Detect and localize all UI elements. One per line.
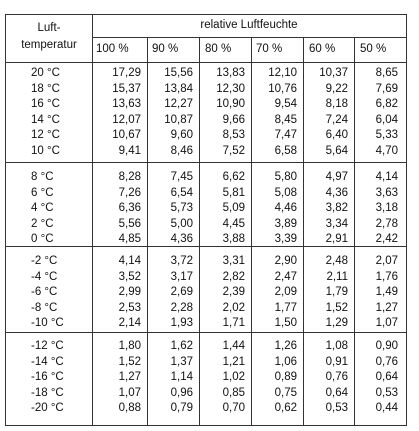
humidity-value-cell: 3,63 <box>375 186 398 199</box>
humidity-value-cell: 2,28 <box>170 301 193 314</box>
humidity-value-cell: 9,41 <box>118 145 141 157</box>
humidity-value-cell: 4,45 <box>222 217 245 230</box>
humidity-value-cell: 8,18 <box>325 98 348 111</box>
humidity-value-cell: 10,90 <box>216 98 245 111</box>
humidity-value-cell: 5,81 <box>222 186 245 199</box>
humidity-value-cell: 0,88 <box>118 402 141 415</box>
humidity-value-cell: 4,85 <box>118 233 141 246</box>
humidity-value-cell: 1,08 <box>325 340 348 352</box>
humidity-value-cell: 1,06 <box>274 355 297 368</box>
humidity-value-cell: 1,37 <box>170 355 193 368</box>
humidity-value-cell: 3,82 <box>325 202 348 215</box>
temperature-cell: -20 °C <box>31 402 64 415</box>
percent-header-100: 100 % <box>96 43 129 55</box>
column-divider <box>354 37 355 425</box>
humidity-value-cell: 0,79 <box>170 402 193 415</box>
humidity-value-cell: 2,42 <box>375 233 398 246</box>
humidity-value-cell: 5,80 <box>274 171 297 183</box>
humidity-value-cell: 0,53 <box>325 402 348 415</box>
temperature-cell: 18 °C <box>31 82 60 95</box>
percent-header-90: 90 % <box>152 43 179 55</box>
percent-header-80: 80 % <box>205 43 232 55</box>
temperature-cell: 6 °C <box>31 186 54 199</box>
humidity-value-cell: 2,78 <box>375 217 398 230</box>
humidity-value-cell: 1,52 <box>118 355 141 368</box>
humidity-value-cell: 8,45 <box>274 113 297 126</box>
humidity-value-cell: 2,53 <box>118 301 141 314</box>
temperature-cell: -18 °C <box>31 386 64 399</box>
humidity-value-cell: 0,85 <box>222 386 245 399</box>
humidity-value-cell: 6,54 <box>170 186 193 199</box>
humidity-value-cell: 9,22 <box>325 82 348 95</box>
humidity-table <box>5 14 407 426</box>
humidity-value-cell: 7,45 <box>170 171 193 183</box>
temperature-cell: 14 °C <box>31 113 60 126</box>
humidity-value-cell: 1,52 <box>325 301 348 314</box>
column-divider <box>251 37 252 425</box>
humidity-value-cell: 5,08 <box>274 186 297 199</box>
humidity-value-cell: 13,84 <box>164 82 193 95</box>
humidity-value-cell: 0,76 <box>375 355 398 368</box>
temperature-cell: -10 °C <box>31 317 64 330</box>
humidity-value-cell: 2,91 <box>325 233 348 246</box>
humidity-value-cell: 3,88 <box>222 233 245 246</box>
humidity-value-cell: 0,75 <box>274 386 297 399</box>
humidity-value-cell: 2,14 <box>118 317 141 330</box>
temperature-cell: -14 °C <box>31 355 64 368</box>
humidity-value-cell: 13,63 <box>112 98 141 111</box>
humidity-value-cell: 1,14 <box>170 371 193 384</box>
temperature-cell: -4 °C <box>31 270 58 283</box>
humidity-value-cell: 15,56 <box>164 67 193 79</box>
humidity-value-cell: 2,69 <box>170 286 193 299</box>
humidity-value-cell: 1,76 <box>375 270 398 283</box>
temperature-cell: -12 °C <box>31 340 64 352</box>
humidity-value-cell: 4,46 <box>274 202 297 215</box>
humidity-value-cell: 5,00 <box>170 217 193 230</box>
group-divider <box>6 332 406 333</box>
temperature-header-line1: Luft- <box>37 22 61 34</box>
humidity-value-cell: 10,76 <box>268 82 297 95</box>
humidity-value-cell: 12,30 <box>216 82 245 95</box>
humidity-value-cell: 0,91 <box>325 355 348 368</box>
humidity-value-cell: 3,89 <box>274 217 297 230</box>
temperature-cell: -16 °C <box>31 371 64 384</box>
humidity-value-cell: 1,29 <box>325 317 348 330</box>
temperature-header <box>6 20 92 54</box>
humidity-value-cell: 7,69 <box>375 82 398 95</box>
humidity-value-cell: 5,56 <box>118 217 141 230</box>
temperature-cell: 16 °C <box>31 98 60 111</box>
humidity-value-cell: 4,14 <box>118 255 141 267</box>
humidity-value-cell: 4,36 <box>325 186 348 199</box>
humidity-value-cell: 4,70 <box>375 145 398 157</box>
header-bottom-divider <box>6 62 406 63</box>
humidity-value-cell: 6,40 <box>325 129 348 142</box>
humidity-value-cell: 2,99 <box>118 286 141 299</box>
humidity-value-cell: 6,58 <box>274 145 297 157</box>
humidity-value-cell: 3,31 <box>222 255 245 267</box>
humidity-value-cell: 12,10 <box>268 67 297 79</box>
humidity-value-cell: 5,73 <box>170 202 193 215</box>
humidity-value-cell: 1,26 <box>274 340 297 352</box>
humidity-value-cell: 1,07 <box>118 386 141 399</box>
column-divider <box>92 15 93 425</box>
humidity-value-cell: 1,07 <box>375 317 398 330</box>
humidity-value-cell: 3,18 <box>375 202 398 215</box>
humidity-value-cell: 0,89 <box>274 371 297 384</box>
temperature-cell: 0 °C <box>31 233 54 246</box>
temperature-cell: 20 °C <box>31 67 60 79</box>
percent-header-60: 60 % <box>309 43 336 55</box>
humidity-value-cell: 4,97 <box>325 171 348 183</box>
humidity-value-cell: 8,65 <box>375 67 398 79</box>
humidity-value-cell: 3,34 <box>325 217 348 230</box>
humidity-value-cell: 2,90 <box>274 255 297 267</box>
humidity-value-cell: 0,90 <box>375 340 398 352</box>
humidity-header: relative Luftfeuchte <box>200 19 298 31</box>
column-divider <box>303 37 304 425</box>
humidity-value-cell: 0,53 <box>375 386 398 399</box>
humidity-value-cell: 4,14 <box>375 171 398 183</box>
humidity-value-cell: 17,29 <box>112 67 141 79</box>
humidity-value-cell: 6,62 <box>222 171 245 183</box>
humidity-value-cell: 1,62 <box>170 340 193 352</box>
humidity-value-cell: 4,36 <box>170 233 193 246</box>
humidity-value-cell: 2,07 <box>375 255 398 267</box>
header-divider <box>92 37 406 38</box>
humidity-value-cell: 9,54 <box>274 98 297 111</box>
humidity-value-cell: 0,64 <box>325 386 348 399</box>
humidity-value-cell: 1,27 <box>375 301 398 314</box>
humidity-value-cell: 9,66 <box>222 113 245 126</box>
temperature-cell: -6 °C <box>31 286 58 299</box>
humidity-value-cell: 3,72 <box>170 255 193 267</box>
humidity-value-cell: 10,87 <box>164 113 193 126</box>
humidity-value-cell: 1,44 <box>222 340 245 352</box>
temperature-cell: -2 °C <box>31 255 58 267</box>
humidity-value-cell: 0,70 <box>222 402 245 415</box>
humidity-value-cell: 2,39 <box>222 286 245 299</box>
humidity-value-cell: 1,79 <box>325 286 348 299</box>
humidity-value-cell: 7,47 <box>274 129 297 142</box>
temperature-cell: 2 °C <box>31 217 54 230</box>
humidity-value-cell: 7,52 <box>222 145 245 157</box>
humidity-value-cell: 0,64 <box>375 371 398 384</box>
humidity-value-cell: 6,82 <box>375 98 398 111</box>
humidity-value-cell: 3,17 <box>170 270 193 283</box>
humidity-value-cell: 3,39 <box>274 233 297 246</box>
humidity-value-cell: 8,46 <box>170 145 193 157</box>
humidity-value-cell: 1,80 <box>118 340 141 352</box>
humidity-value-cell: 2,11 <box>326 270 348 283</box>
humidity-value-cell: 13,83 <box>216 67 245 79</box>
temperature-cell: 10 °C <box>31 145 60 157</box>
humidity-value-cell: 1,77 <box>274 301 297 314</box>
humidity-value-cell: 8,53 <box>222 129 245 142</box>
humidity-value-cell: 5,33 <box>375 129 398 142</box>
humidity-value-cell: 0,62 <box>274 402 297 415</box>
temperature-cell: 12 °C <box>31 129 60 142</box>
humidity-value-cell: 2,48 <box>325 255 348 267</box>
humidity-value-cell: 10,37 <box>319 67 348 79</box>
humidity-value-cell: 1,49 <box>375 286 398 299</box>
humidity-value-cell: 5,09 <box>222 202 245 215</box>
humidity-value-cell: 1,50 <box>274 317 297 330</box>
humidity-value-cell: 1,02 <box>222 371 245 384</box>
humidity-value-cell: 2,02 <box>222 301 245 314</box>
temperature-header-line2: temperatur <box>21 39 77 51</box>
humidity-value-cell: 1,93 <box>170 317 193 330</box>
humidity-value-cell: 1,21 <box>222 355 245 368</box>
humidity-value-cell: 1,71 <box>222 317 245 330</box>
humidity-value-cell: 5,64 <box>325 145 348 157</box>
humidity-value-cell: 7,24 <box>325 113 348 126</box>
humidity-value-cell: 8,28 <box>118 171 141 183</box>
humidity-value-cell: 2,82 <box>222 270 245 283</box>
humidity-value-cell: 0,44 <box>375 402 398 415</box>
humidity-value-cell: 12,07 <box>112 113 141 126</box>
column-divider <box>147 37 148 425</box>
humidity-value-cell: 9,60 <box>170 129 193 142</box>
percent-header-70: 70 % <box>256 43 283 55</box>
humidity-value-cell: 6,04 <box>375 113 398 126</box>
temperature-cell: 8 °C <box>31 171 54 183</box>
humidity-value-cell: 7,26 <box>118 186 141 199</box>
humidity-value-cell: 0,76 <box>325 371 348 384</box>
temperature-cell: -8 °C <box>31 301 58 314</box>
humidity-value-cell: 12,27 <box>164 98 193 111</box>
temperature-cell: 4 °C <box>31 202 54 215</box>
humidity-value-cell: 2,09 <box>274 286 297 299</box>
percent-header-50: 50 % <box>360 43 387 55</box>
humidity-value-cell: 2,47 <box>274 270 297 283</box>
humidity-value-cell: 3,52 <box>118 270 141 283</box>
humidity-value-cell: 10,67 <box>112 129 141 142</box>
column-divider <box>199 37 200 425</box>
group-divider <box>6 162 406 163</box>
humidity-value-cell: 0,96 <box>170 386 193 399</box>
humidity-value-cell: 15,37 <box>112 82 141 95</box>
humidity-value-cell: 1,27 <box>118 371 141 384</box>
humidity-value-cell: 6,36 <box>118 202 141 215</box>
